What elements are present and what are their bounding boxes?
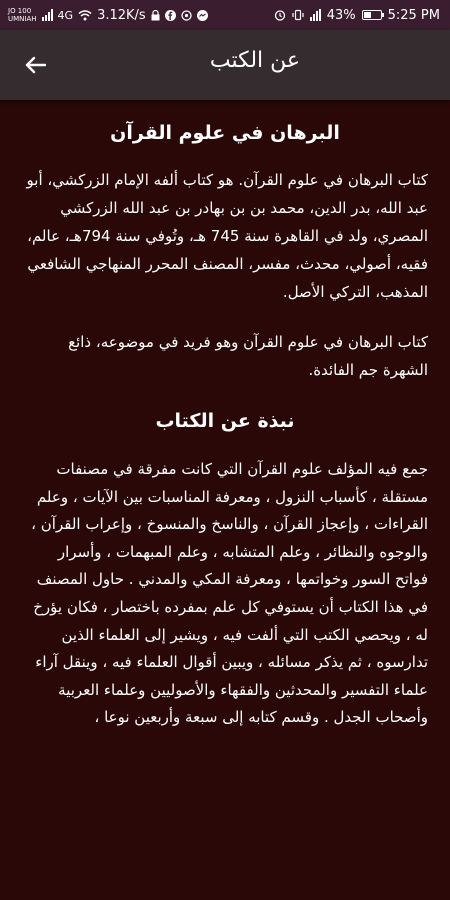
battery-icon: [362, 10, 382, 20]
facebook-icon: [165, 10, 176, 21]
arrow-back-icon: [24, 56, 46, 74]
network-speed: 3.12K/s: [97, 7, 146, 23]
status-right: [274, 8, 440, 23]
app-bar: [0, 30, 450, 100]
messenger-icon: [197, 10, 208, 21]
network-type: 4G: [57, 8, 74, 22]
carrier-line-1: JO 100: [8, 7, 32, 15]
signal-icon: [42, 9, 53, 21]
carrier-line-2: UMNIAH: [8, 15, 37, 23]
status-left: [8, 7, 208, 23]
clock: 5:25 PM: [387, 7, 440, 23]
status-bar: [0, 0, 450, 30]
wifi-icon: [78, 10, 92, 21]
section-heading: نبذة عن الكتاب: [155, 410, 295, 432]
app-bar-title: عن الكتب: [209, 48, 300, 73]
book-title: البرهان في علوم القرآن: [110, 122, 340, 144]
section-paragraph: جمع فيه المؤلف علوم القرآن التي كانت مفرقة في مصنفات مستقلة ، كأسباب النزول ، ومعرفة المناسبات بين الآيات ، وعلم القراءات ، وإعجاز القرآن ، والناسخ والمنسوخ ، وإعراب القرآن ، والوجوه والنظائر ، وعلم المتشابه ، وعلم المبهمات ، وأسرار فواتح السور وخواتمها ، ومعرفة المكي والمدني . حاول المصنف في هذا الكتاب أن يستوفي كل علم بمفرده باختصار ، فكان يؤرخ له ، ويحصي الكتب التي ألفت فيه ، ويشير إلى العلماء الذين تدارسوه ، ثم يذكر مسائله ، ويبين أقوال العلماء فيه ، وينقل آراء علماء التفسير والمحدثين والفقهاء والأصوليين وعلماء العربية وأصحاب الجدل . وقسم كتابه إلى سبعة وأربعين نوعا ،: [31, 460, 428, 727]
battery-percent: 43%: [326, 7, 356, 23]
content-scroll-area[interactable]: [0, 100, 450, 900]
vibrate-icon: [292, 9, 304, 21]
intro-paragraph: كتاب البرهان في علوم القرآن. هو كتاب ألفه الإمام الزركشي، أبو عبد الله، بدر الدين، محمد بن بن بهادر بن عبد الله الزركشي المصري، ولد في القاهرة سنة 745 هـ، وتُوفي سنة 794هـ، عالم، فقيه، أصولي، محدث، مفسر، المصنف المحرر المنهاجي الشافعي المذهب، التركي الأصل.: [26, 171, 428, 301]
alarm-icon: [274, 9, 286, 21]
back-button[interactable]: [20, 52, 50, 78]
whatsapp-icon: [181, 10, 192, 21]
lock-icon: [151, 10, 160, 21]
signal-icon-2: [310, 9, 321, 21]
second-paragraph: كتاب البرهان في علوم القرآن وهو فريد في موضوعه، ذائع الشهرة جم الفائدة.: [68, 333, 428, 379]
carrier-label: [8, 7, 37, 23]
